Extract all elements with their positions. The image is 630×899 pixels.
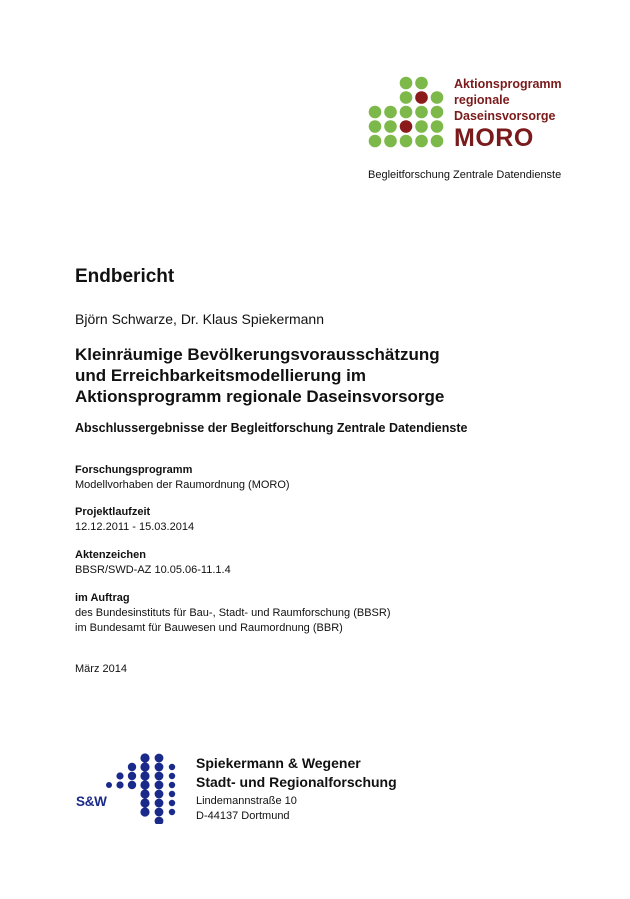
moro-dot — [369, 120, 382, 133]
tagline: Begleitforschung Zentrale Datendienste — [368, 169, 562, 181]
sw-dot — [128, 763, 136, 771]
company-subname: Stadt- und Regionalforschung — [196, 774, 397, 790]
sw-dot — [155, 763, 164, 772]
document-type: Endbericht — [75, 266, 175, 287]
moro-dots-icon — [368, 76, 450, 148]
sw-dot-grid — [106, 753, 175, 824]
moro-dot — [431, 135, 444, 148]
period-label: Projektlaufzeit — [75, 506, 151, 518]
moro-logo-line-1: Aktionsprogramm — [454, 77, 562, 91]
sw-dot — [155, 799, 164, 808]
moro-dot — [400, 91, 413, 104]
title-line: Aktionsprogramm regionale Daseinsvorsorge — [75, 387, 445, 406]
sw-dot — [169, 791, 175, 797]
moro-dot — [415, 120, 428, 133]
sw-dot — [116, 781, 123, 788]
moro-dot — [431, 120, 444, 133]
sw-dot — [155, 808, 164, 817]
moro-dot — [384, 106, 397, 119]
sw-dot — [140, 789, 149, 798]
moro-dot — [384, 135, 397, 148]
commissioned-by-line: des Bundesinstituts für Bau-, Stadt- und Raumforschung (BBSR) — [75, 607, 391, 619]
publication-date: März 2014 — [75, 663, 127, 675]
moro-dot — [369, 135, 382, 148]
commissioned-by-label: im Auftrag — [75, 592, 130, 604]
sw-dot — [140, 798, 149, 807]
moro-dot — [369, 106, 382, 119]
moro-logo-line-2: regionale — [454, 93, 510, 107]
sw-dot — [169, 782, 175, 788]
moro-logo — [368, 76, 568, 152]
sw-dot — [116, 772, 123, 779]
sw-dot — [128, 772, 136, 780]
program-label: Forschungsprogramm — [75, 464, 193, 476]
sw-dots-icon — [75, 752, 185, 824]
sw-dot — [169, 764, 175, 770]
sw-dot — [140, 753, 149, 762]
sw-dot — [155, 781, 164, 790]
sw-logo — [75, 752, 185, 824]
sw-dot — [155, 754, 164, 763]
moro-dot — [415, 106, 428, 119]
moro-dot — [400, 120, 413, 133]
authors: Björn Schwarze, Dr. Klaus Spiekermann — [75, 311, 324, 327]
sw-logo-text: S&W — [76, 794, 107, 809]
sw-dot — [106, 782, 112, 788]
company-street: Lindemannstraße 10 — [196, 795, 297, 807]
moro-dot — [431, 91, 444, 104]
moro-wordmark: MORO — [454, 124, 534, 152]
moro-dot-grid — [369, 77, 444, 148]
title-line: und Erreichbarkeitsmodellierung im — [75, 366, 366, 385]
company-city: D-44137 Dortmund — [196, 810, 290, 822]
program-value: Modellvorhaben der Raumordnung (MORO) — [75, 479, 290, 491]
sw-dot — [128, 781, 136, 789]
sw-dot — [169, 800, 175, 806]
file-number-value: BBSR/SWD-AZ 10.05.06-11.1.4 — [75, 564, 231, 576]
sw-dot — [169, 773, 175, 779]
moro-logo-line-3: Daseinsvorsorge — [454, 109, 556, 123]
moro-dot — [400, 135, 413, 148]
file-number-label: Aktenzeichen — [75, 549, 146, 561]
company-name: Spiekermann & Wegener — [196, 755, 361, 771]
sw-dot — [140, 762, 149, 771]
sw-dot — [155, 772, 164, 781]
moro-dot — [415, 91, 428, 104]
sw-dot — [169, 809, 175, 815]
moro-dot — [415, 135, 428, 148]
sw-dot — [140, 807, 149, 816]
moro-dot — [431, 106, 444, 119]
sw-dot — [155, 790, 164, 799]
sw-dot — [140, 780, 149, 789]
period-value: 12.12.2011 - 15.03.2014 — [75, 521, 195, 533]
sw-dot — [140, 771, 149, 780]
moro-dot — [384, 120, 397, 133]
moro-dot — [415, 77, 428, 90]
commissioned-by-line: im Bundesamt für Bauwesen und Raumordnung (BBR) — [75, 622, 343, 634]
moro-dot — [400, 106, 413, 119]
sw-dot — [155, 817, 164, 824]
moro-dot — [400, 77, 413, 90]
subtitle: Abschlussergebnisse der Begleitforschung Zentrale Datendienste — [75, 421, 468, 435]
title-line: Kleinräumige Bevölkerungsvorausschätzung — [75, 345, 440, 364]
